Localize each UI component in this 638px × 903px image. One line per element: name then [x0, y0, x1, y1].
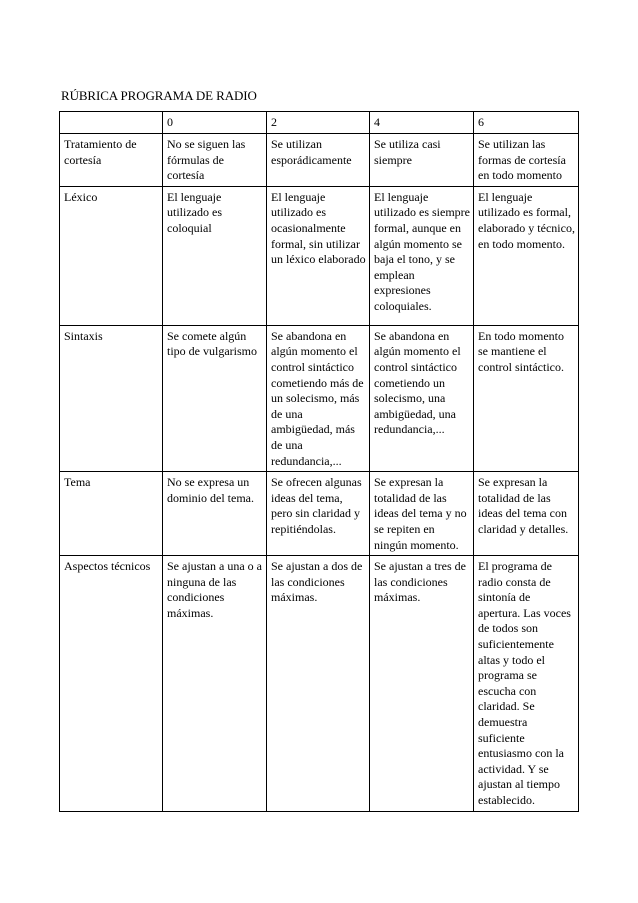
header-cell-score-6: 6 [474, 112, 579, 134]
page-title: RÚBRICA PROGRAMA DE RADIO [61, 88, 257, 103]
header-cell-criterion [60, 112, 163, 134]
criterion-cell: Léxico [60, 186, 163, 325]
descriptor-cell: El lenguaje utilizado es formal, elaborado y técnico, en todo momento. [474, 186, 579, 325]
descriptor-cell: Se ofrecen algunas ideas del tema, pero sin claridad y repitiéndolas. [267, 472, 370, 556]
table-row [60, 472, 579, 556]
descriptor-cell: En todo momento se mantiene el control sintáctico. [474, 325, 579, 471]
header-cell-score-2: 2 [267, 112, 370, 134]
descriptor-cell: El lenguaje utilizado es coloquial [163, 186, 267, 325]
rubric-table [59, 111, 579, 812]
descriptor-cell: Se utilizan las formas de cortesía en todo momento [474, 134, 579, 187]
descriptor-cell: Se comete algún tipo de vulgarismo [163, 325, 267, 471]
descriptor-cell: Se utilizan esporádicamente [267, 134, 370, 187]
descriptor-cell: Se ajustan a una o a ninguna de las condiciones máximas. [163, 556, 267, 812]
criterion-cell: Tratamiento de cortesía [60, 134, 163, 187]
descriptor-cell: Se ajustan a tres de las condiciones máximas. [370, 556, 474, 812]
descriptor-cell: El lenguaje utilizado es ocasionalmente formal, sin utilizar un léxico elaborado [267, 186, 370, 325]
descriptor-cell: Se ajustan a dos de las condiciones máximas. [267, 556, 370, 812]
table-row [60, 134, 579, 187]
criterion-cell: Aspectos técnicos [60, 556, 163, 812]
criterion-cell: Tema [60, 472, 163, 556]
descriptor-cell: Se expresan la totalidad de las ideas del tema y no se repiten en ningún momento. [370, 472, 474, 556]
descriptor-cell: Se abandona en algún momento el control sintáctico cometiendo un solecismo, una ambigüedad, una redundancia,... [370, 325, 474, 471]
descriptor-cell: El lenguaje utilizado es siempre formal, aunque en algún momento se baja el tono, y se emplean expresiones coloquiales. [370, 186, 474, 325]
criterion-cell: Sintaxis [60, 325, 163, 471]
header-row [60, 112, 579, 134]
descriptor-cell: Se abandona en algún momento el control sintáctico cometiendo más de un solecismo, más de una ambigüedad, más de una redundancia,... [267, 325, 370, 471]
descriptor-cell: No se expresa un dominio del tema. [163, 472, 267, 556]
table-row [60, 186, 579, 325]
descriptor-cell: El programa de radio consta de sintonía de apertura. Las voces de todos son suficientemente altas y todo el programa se escucha con claridad. Se demuestra suficiente entusiasmo con la actividad. Y se ajustan al tiempo establecido. [474, 556, 579, 812]
header-cell-score-0: 0 [163, 112, 267, 134]
table-row [60, 325, 579, 471]
descriptor-cell: Se expresan la totalidad de las ideas del tema con claridad y detalles. [474, 472, 579, 556]
header-cell-score-4: 4 [370, 112, 474, 134]
descriptor-cell: Se utiliza casi siempre [370, 134, 474, 187]
table-row [60, 556, 579, 812]
descriptor-cell: No se siguen las fórmulas de cortesía [163, 134, 267, 187]
